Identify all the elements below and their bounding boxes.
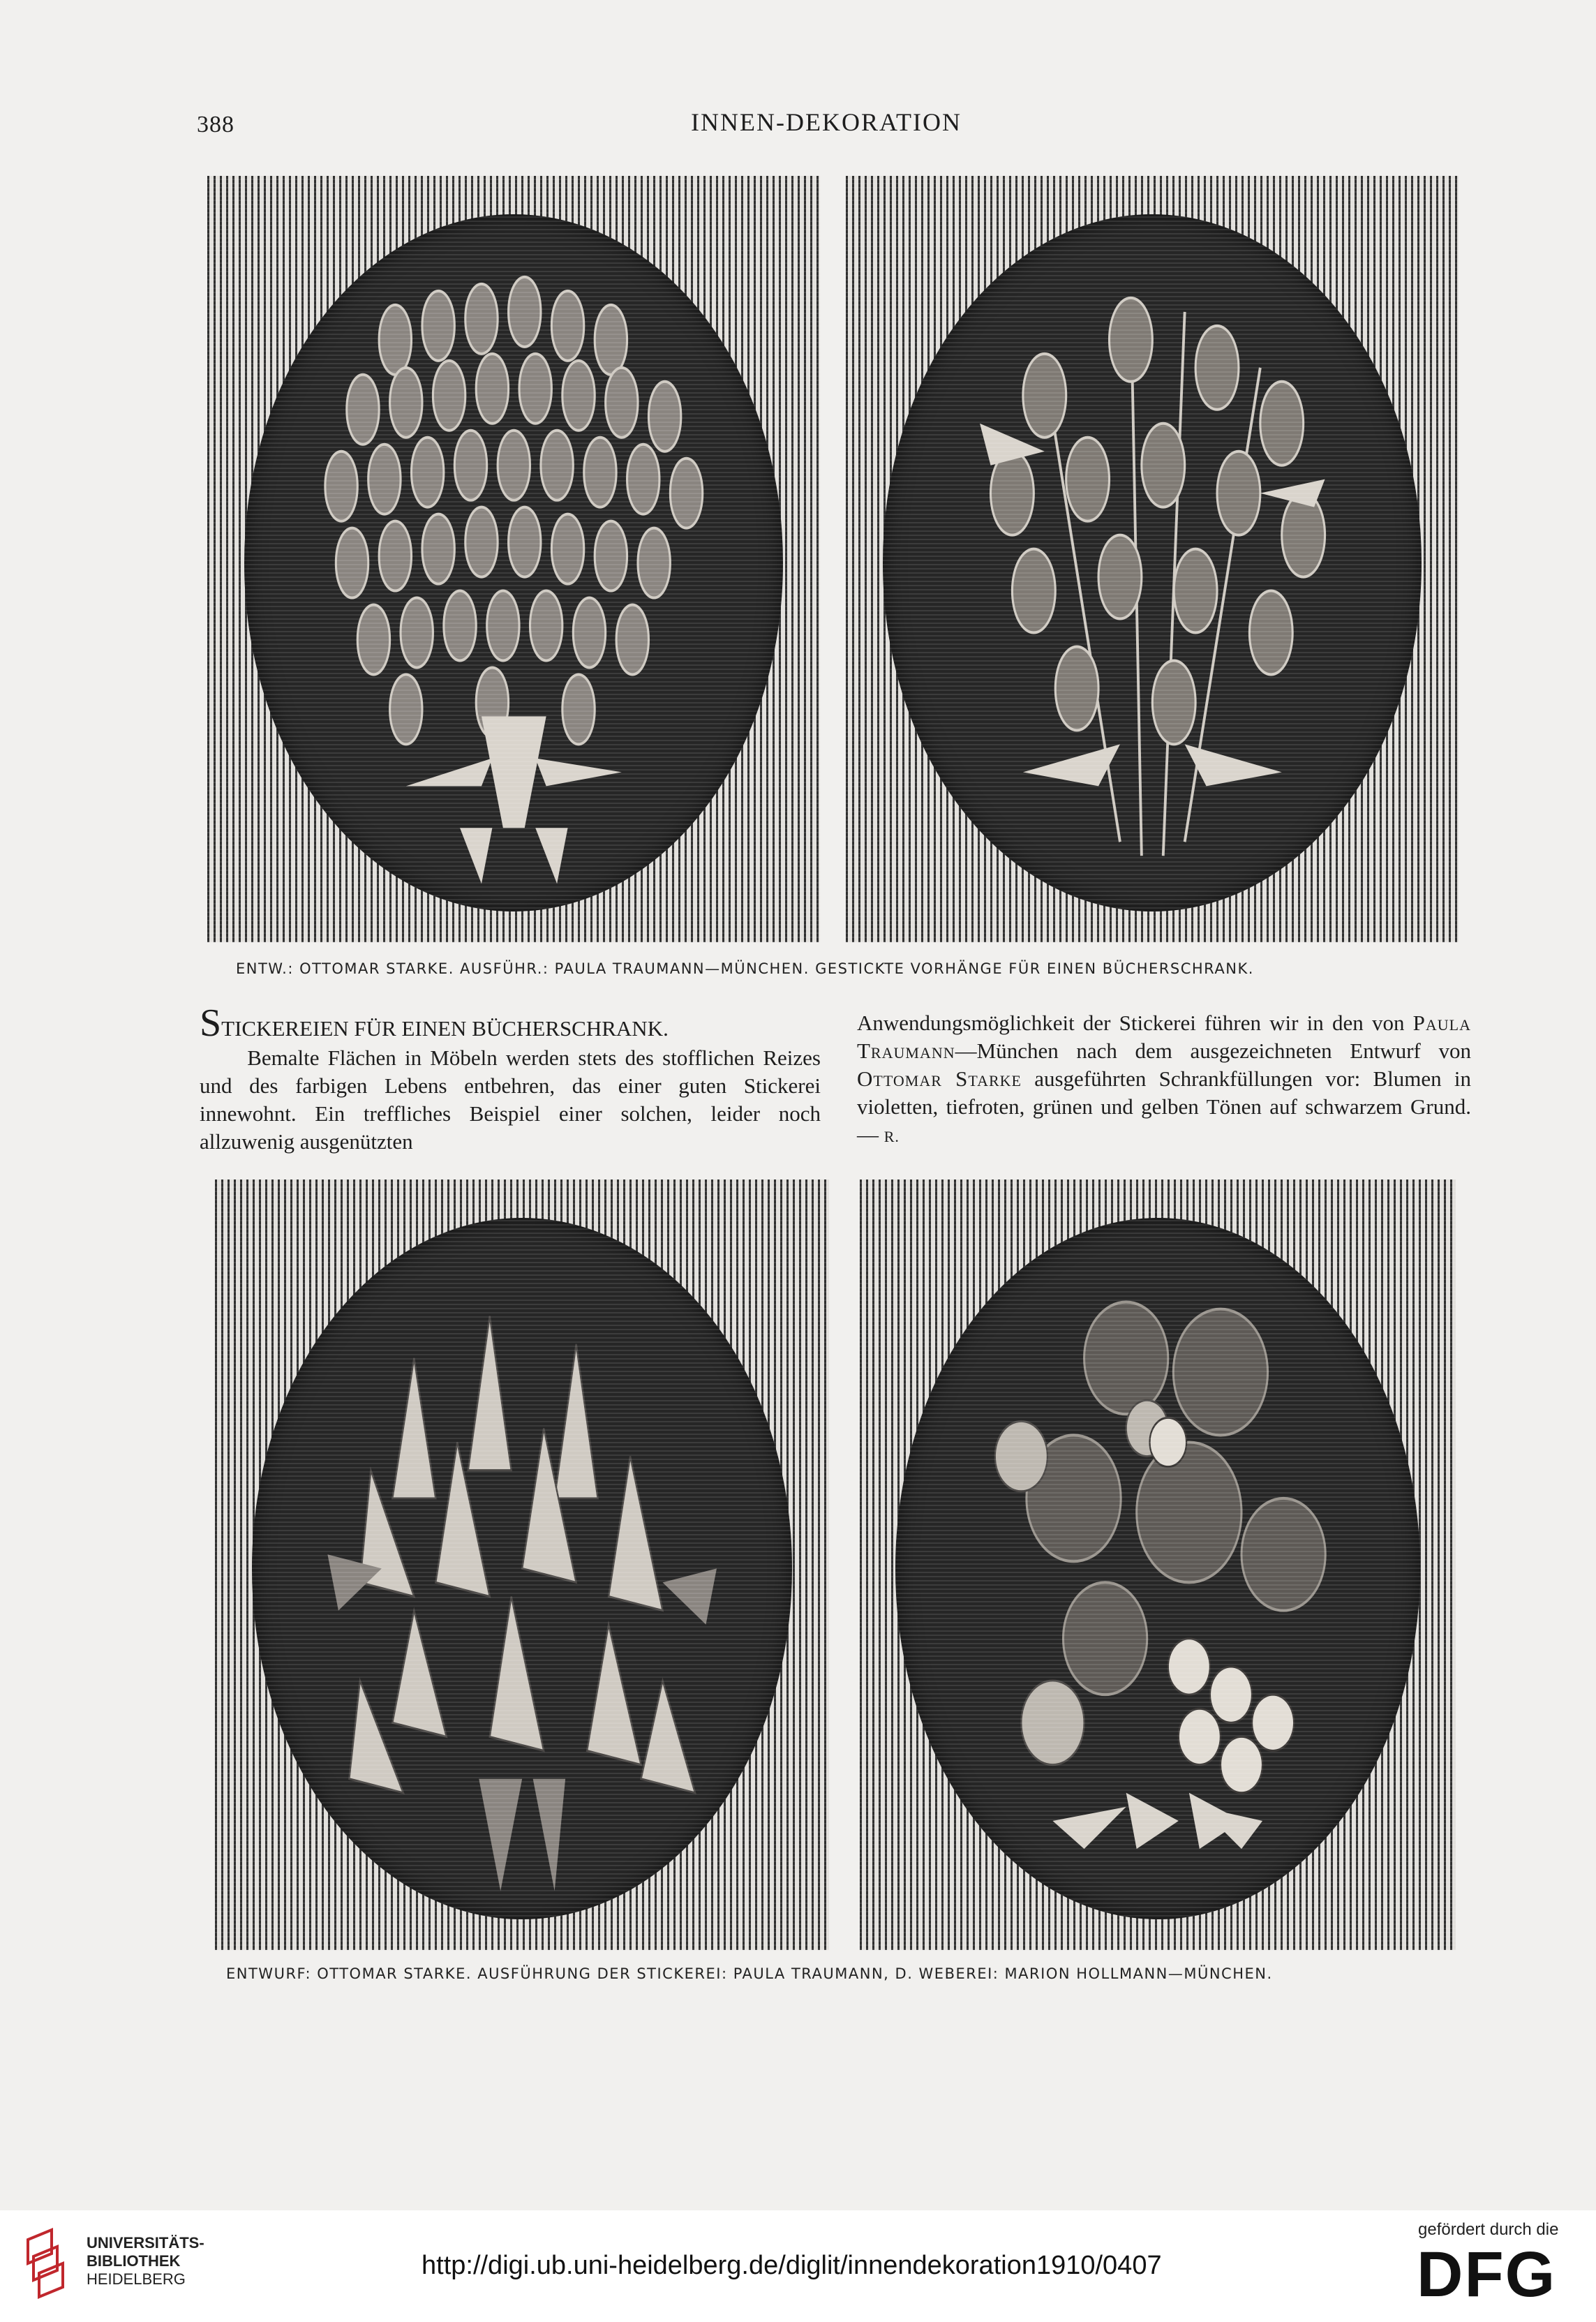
university-library-logo — [24, 2226, 73, 2302]
fritillaria-bouquet-image — [883, 214, 1422, 911]
oval-dark-ground — [883, 214, 1422, 911]
article-body-2: Anwendungsmöglichkeit der Stickerei führen wir in den von Paula Traumann—München nach dem ausgezeichneten Entwurf von Ottomar Starke ausgeführten Schrankfüllungen vor: Blumen in violetten, tiefroten, grünen und gelben Tönen auf schwarzem Grund. — R. — [857, 1011, 1472, 1147]
lily-bouquet-image — [252, 1218, 792, 1919]
embroidery-top-left — [207, 176, 820, 942]
library-name: UNIVERSITÄTS- BIBLIOTHEK HEIDELBERG — [87, 2234, 204, 2288]
author-initial: R. — [883, 1128, 900, 1145]
source-url-link[interactable]: http://digi.ub.uni-heidelberg.de/diglit/innendekoration1910/0407 — [422, 2251, 1162, 2280]
page-number: 388 — [197, 112, 234, 137]
footer-bar — [0, 2210, 1596, 2322]
oval-dark-ground — [895, 1218, 1420, 1919]
journal-title: INNEN-DEKORATION — [691, 108, 962, 136]
bell-flower-bouquet-image — [244, 214, 784, 911]
embroidery-bottom-left — [215, 1179, 829, 1950]
article-body-1: Bemalte Flächen in Möbeln werden stets des stofflichen Reizes und des farbigen Lebens entbehren, das einer guten Stickerei innewohnt. Ein treffliches Beispiel einer solchen, leider noch allzuwenig ausgenützten — [200, 1045, 821, 1154]
oval-dark-ground — [252, 1218, 792, 1919]
caption-bottom: ENTWURF: OTTOMAR STARKE. AUSFÜHRUNG DER STICKEREI: PAULA TRAUMANN, D. WEBEREI: MARION HOLLMANN—MÜNCHEN. — [226, 1965, 1273, 1982]
embroidery-bottom-right — [860, 1179, 1456, 1950]
drop-cap: S — [200, 1002, 222, 1045]
aster-primrose-bouquet-image — [895, 1218, 1420, 1919]
funding-note: gefördert durch die — [1418, 2220, 1559, 2239]
article-column-2 — [857, 1009, 1471, 1151]
article-column-1 — [200, 1002, 821, 1156]
embroidery-top-right — [846, 176, 1459, 942]
dfg-logo: DFG — [1417, 2239, 1557, 2310]
article-heading: TICKEREIEN FÜR EINEN BÜCHERSCHRANK. — [221, 1016, 669, 1041]
oval-dark-ground — [244, 214, 784, 911]
caption-top: ENTW.: OTTOMAR STARKE. AUSFÜHR.: PAULA TRAUMANN—MÜNCHEN. GESTICKTE VORHÄNGE FÜR EINEN BÜCHERSCHRANK. — [236, 960, 1254, 977]
